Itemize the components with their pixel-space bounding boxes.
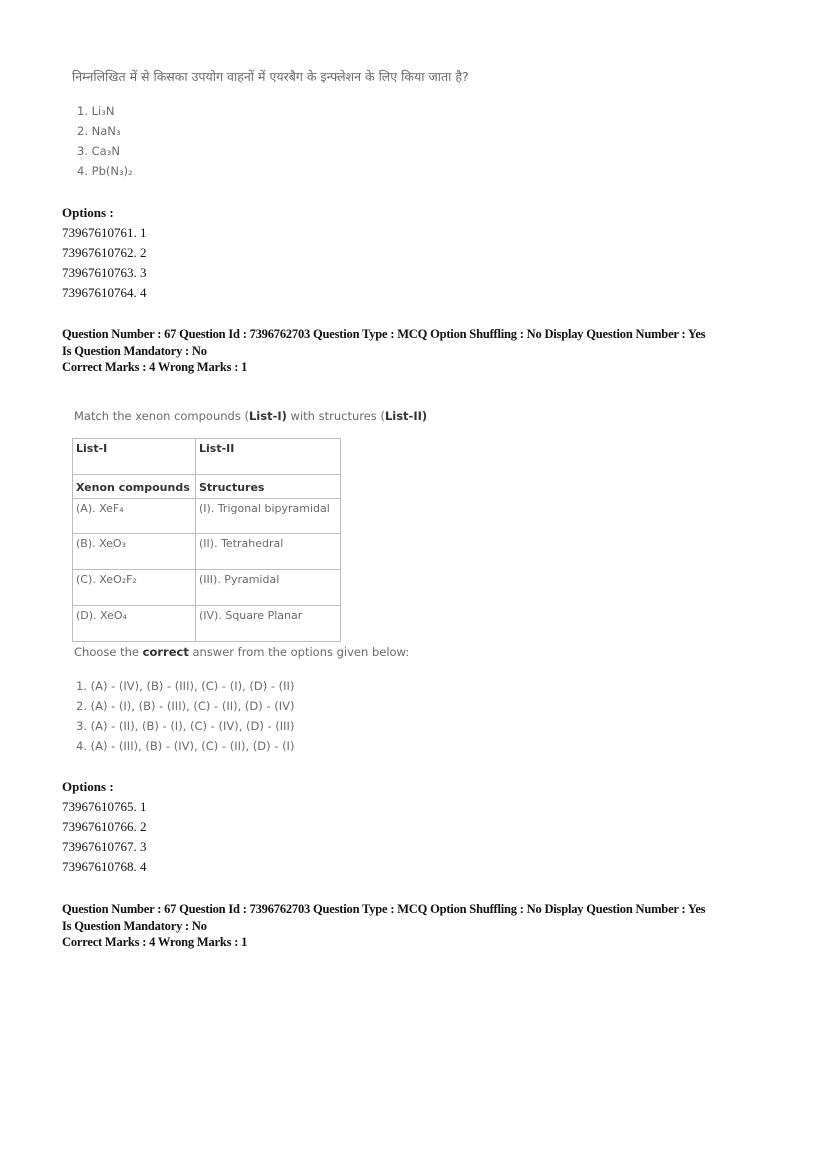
meta-line: Question Number : 67 Question Id : 7396762703 Question Type : MCQ Option Shuffling : No Display Question Number : Yes xyxy=(62,327,706,341)
question-meta-1 xyxy=(62,326,705,376)
option: 73967610761. 1 xyxy=(62,225,147,240)
meta-line: Is Question Mandatory : No xyxy=(62,343,207,358)
question-meta-2 xyxy=(62,901,705,951)
meta-line: Correct Marks : 4 Wrong Marks : 1 xyxy=(62,360,248,374)
question-2-choices xyxy=(76,676,294,756)
table-row xyxy=(73,499,341,534)
table-cell: (B). XeO₃ xyxy=(73,534,196,570)
intro-list1: List-I) xyxy=(248,409,287,423)
table-header-row xyxy=(73,439,341,475)
meta-line: Question Number : 67 Question Id : 7396762703 Question Type : MCQ Option Shuffling : No Display Question Number : Yes xyxy=(62,902,706,916)
choice: 2. (A) - (I), (B) - (III), (C) - (II), (D) - (IV) xyxy=(76,699,295,713)
table-cell: (II). Tetrahedral xyxy=(196,534,341,570)
options-label: Options : xyxy=(62,205,114,220)
table-cell: (D). XeO₄ xyxy=(73,606,196,642)
meta-line: Correct Marks : 4 Wrong Marks : 1 xyxy=(62,935,248,949)
choice: 1. (A) - (IV), (B) - (III), (C) - (I), (D) - (II) xyxy=(76,679,295,693)
instruction-text: answer from the options given below: xyxy=(188,645,410,659)
option: 73967610763. 3 xyxy=(62,265,147,280)
choice: 2. NaN₃ xyxy=(77,124,121,138)
subheader-cell: Structures xyxy=(199,481,265,494)
choose-instruction xyxy=(74,645,409,659)
instruction-text: Choose the xyxy=(74,645,143,659)
table-cell: (A). XeF₄ xyxy=(73,499,196,534)
option: 73967610765. 1 xyxy=(62,799,147,814)
option: 73967610762. 2 xyxy=(62,245,147,260)
question-2-intro xyxy=(74,409,427,423)
question-1-choices xyxy=(77,101,133,181)
intro-text: Match the xenon compounds ( xyxy=(74,409,249,423)
question-2-options xyxy=(62,777,147,877)
option: 73967610768. 4 xyxy=(62,859,147,874)
table-row xyxy=(73,534,341,570)
intro-list2: List-II) xyxy=(384,409,428,423)
match-table xyxy=(72,438,341,642)
choice: 3. (A) - (II), (B) - (I), (C) - (IV), (D) - (III) xyxy=(76,719,295,733)
header-cell: List-I xyxy=(76,442,108,455)
option: 73967610766. 2 xyxy=(62,819,147,834)
choice: 1. Li₃N xyxy=(77,104,115,118)
option: 73967610764. 4 xyxy=(62,285,147,300)
intro-text: with structures ( xyxy=(286,409,385,423)
table-cell: (IV). Square Planar xyxy=(196,606,341,642)
options-label: Options : xyxy=(62,779,114,794)
table-row xyxy=(73,570,341,606)
option: 73967610767. 3 xyxy=(62,839,147,854)
choice: 4. Pb(N₃)₂ xyxy=(77,164,133,178)
table-cell: (I). Trigonal bipyramidal xyxy=(196,499,341,534)
table-cell: (C). XeO₂F₂ xyxy=(73,570,196,606)
subheader-cell: Xenon compounds xyxy=(76,481,190,494)
table-cell: (III). Pyramidal xyxy=(196,570,341,606)
question-1-options xyxy=(62,203,147,303)
question-1-text: निम्नलिखित में से किसका उपयोग वाहनों में एयरबैग के इन्फ्लेशन के लिए किया जाता है? xyxy=(72,69,469,84)
choice: 3. Ca₃N xyxy=(77,144,120,158)
meta-line: Is Question Mandatory : No xyxy=(62,918,207,933)
table-subheader-row xyxy=(73,475,341,499)
choice: 4. (A) - (III), (B) - (IV), (C) - (II), (D) - (I) xyxy=(76,739,295,753)
header-cell: List-II xyxy=(199,442,235,455)
table-row xyxy=(73,606,341,642)
instruction-bold: correct xyxy=(142,645,189,659)
